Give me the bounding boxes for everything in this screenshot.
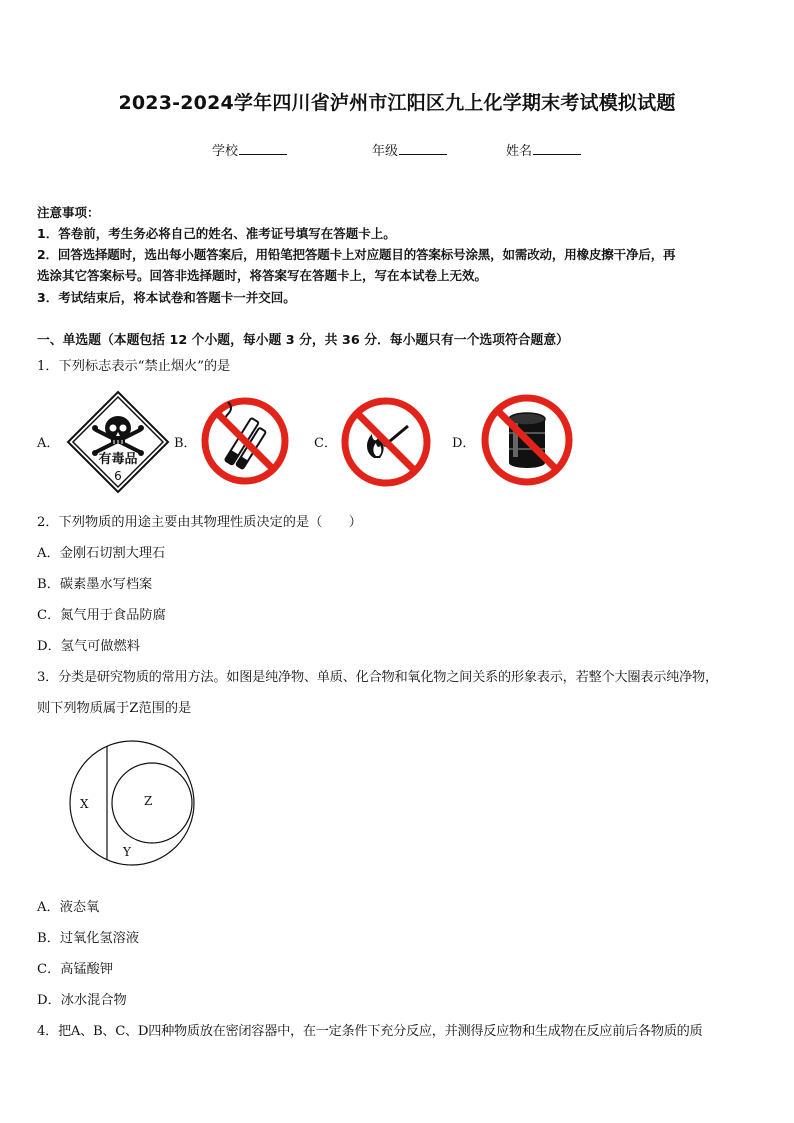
- question-1-stem: 1．下列标志表示“禁止烟火”的是: [37, 359, 231, 374]
- name-field[interactable]: [506, 140, 581, 159]
- notice-heading: 注意事项：: [37, 205, 100, 220]
- notice-line-2b: 选涂其它答案标号。回答非选择题时，将答案写在答题卡上，写在本试卷上无效。: [37, 268, 488, 283]
- q2-option-b[interactable]: B．碳素墨水写档案: [37, 577, 153, 592]
- q1-option-a-label: A．: [37, 436, 60, 451]
- toxic-sign-number: 6: [114, 469, 122, 483]
- region-x-label: X: [80, 797, 89, 811]
- q2-option-d[interactable]: D．氢气可做燃料: [37, 639, 140, 654]
- notice-line-2a: 2．回答选择题时，选出每小题答案后，用铅笔把答题卡上对应题目的答案标号涂黑，如需改动，用橡皮擦干净后，再: [37, 247, 676, 262]
- question-4-stem: 4．把A、B、C、D四种物质放在密闭容器中，在一定条件下充分反应，并测得反应物和生成物在反应前后各物质的质: [37, 1024, 703, 1039]
- grade-field[interactable]: [372, 140, 447, 159]
- q3-option-a[interactable]: A．液态氧: [37, 900, 100, 915]
- no-oil-drum-sign-icon: [480, 393, 574, 487]
- q3-option-c[interactable]: C．高锰酸钾: [37, 962, 114, 977]
- q3-option-b[interactable]: B．过氧化氢溶液: [37, 931, 140, 946]
- region-y-label: Y: [123, 845, 131, 859]
- outer-circle: [70, 741, 194, 865]
- question-3-stem-line-2: 则下列物质属于Z范围的是: [37, 701, 192, 716]
- school-field[interactable]: [212, 140, 287, 159]
- q2-option-c[interactable]: C．氮气用于食品防腐: [37, 608, 166, 623]
- question-2-stem: 2．下列物质的用途主要由其物理性质决定的是（ ）: [37, 515, 362, 530]
- question-3-stem-line-1: 3．分类是研究物质的常用方法。如图是纯净物、单质、化合物和氧化物之间关系的形象表示，若整个大圈表示纯净物，: [37, 670, 718, 685]
- notice-line-1: 1．答卷前，考生务必将自己的姓名、准考证号填写在答题卡上。: [37, 226, 396, 241]
- classification-venn-diagram: [64, 738, 200, 868]
- name-label: 姓名: [506, 144, 533, 159]
- school-blank[interactable]: [239, 141, 287, 155]
- school-label: 学校: [212, 144, 239, 159]
- no-smoking-sign-icon: [200, 396, 290, 486]
- q1-option-b-label: B．: [174, 436, 197, 451]
- q2-option-a[interactable]: A．金刚石切割大理石: [37, 546, 166, 561]
- toxic-sign-text: 有毒品: [98, 452, 138, 467]
- region-z-label: Z: [144, 794, 153, 808]
- name-blank[interactable]: [533, 141, 581, 155]
- no-fire-sign-icon: [340, 396, 432, 488]
- q3-option-d[interactable]: D．冰水混合物: [37, 993, 127, 1008]
- grade-blank[interactable]: [399, 141, 447, 155]
- q1-option-d-label: D．: [452, 436, 476, 451]
- q1-option-c-label: C．: [314, 436, 337, 451]
- grade-label: 年级: [372, 144, 399, 159]
- page-title: 2023-2024学年四川省泸州市江阳区九上化学期末考试模拟试题: [118, 92, 676, 114]
- section-heading: 一、单选题（本题包括 12 个小题，每小题 3 分，共 36 分．每小题只有一个选项符合题意）: [37, 333, 569, 348]
- notice-line-3: 3．考试结束后，将本试卷和答题卡一并交回。: [37, 290, 296, 305]
- toxic-sign-icon: [66, 390, 170, 494]
